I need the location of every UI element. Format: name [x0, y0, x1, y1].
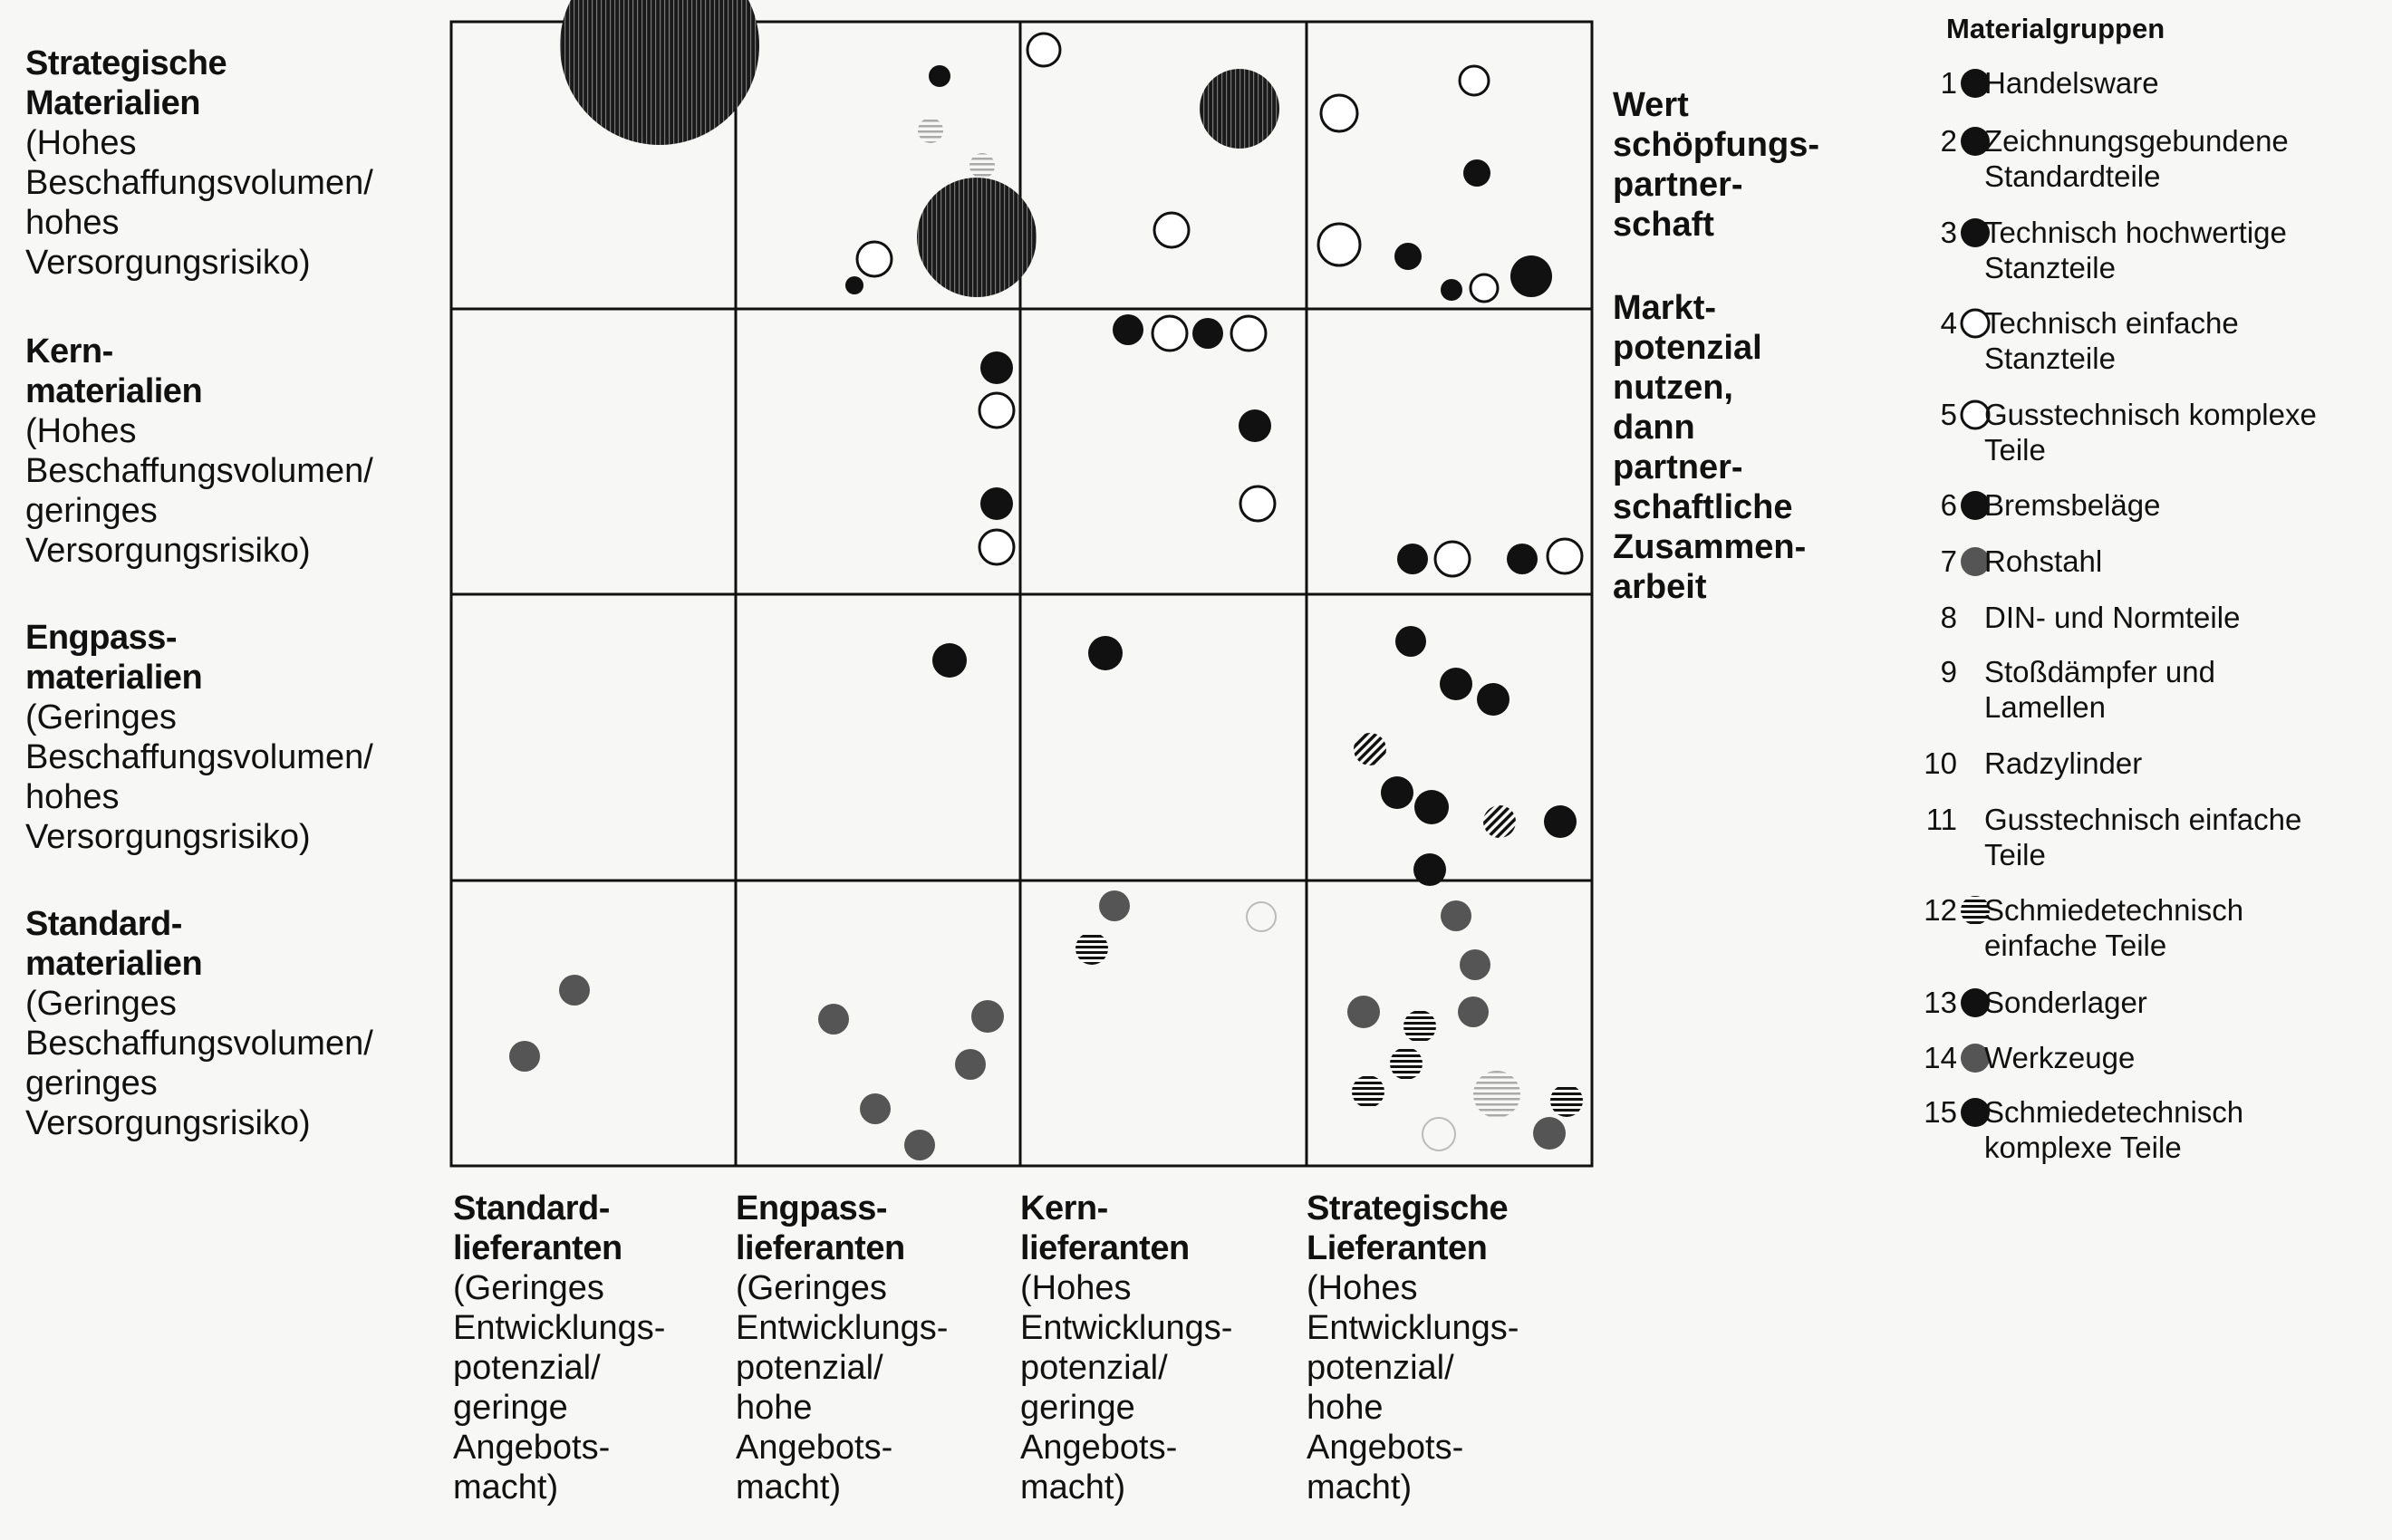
legend-item-number: 3 — [1940, 216, 1957, 249]
material-bubble — [1354, 733, 1386, 765]
material-bubble — [860, 1093, 891, 1124]
col-label-bottleneck-suppliers: Engpass- lieferanten (Geringes Entwicklungs- potenzial/ hohe Angebots- macht) — [736, 1189, 949, 1506]
legend-item-label: Rohstahl — [1984, 544, 2103, 578]
material-bubble — [979, 393, 1014, 428]
legend-item-label: Radzylinder — [1984, 746, 2143, 780]
legend-item-label: DIN- und Normteile — [1984, 601, 2241, 634]
material-bubble — [1027, 34, 1060, 66]
col-label-standard-suppliers: Standard- lieferanten (Geringes Entwicklungs- potenzial/ geringe Angebots- macht) — [453, 1189, 666, 1506]
material-bubble — [1435, 542, 1470, 576]
legend-item-number: 11 — [1925, 803, 1957, 836]
legend-item-number: 8 — [1940, 601, 1957, 634]
right-label-market-potential: Markt- potenzial nutzen, dann partner- schaftliche Zusammen- arbeit — [1613, 289, 1807, 606]
material-bubble — [917, 178, 1037, 297]
material-bubble — [1321, 95, 1357, 131]
material-bubble — [1413, 853, 1446, 886]
material-bubble — [980, 351, 1013, 384]
legend-item — [1894, 654, 2392, 727]
material-bubble — [559, 975, 590, 1006]
material-bubble — [857, 242, 892, 276]
material-bubble — [1239, 409, 1271, 442]
material-bubbles — [509, 0, 1583, 1160]
material-bubble — [1240, 486, 1275, 521]
material-bubble — [1381, 776, 1413, 809]
row-label-core-materials: Kern- materialien (Hohes Beschaffungsvolumen/ geringes Versorgungsrisiko) — [25, 332, 373, 570]
material-bubble — [1463, 159, 1490, 187]
legend-item-number: 9 — [1940, 655, 1957, 688]
legend-item-number: 1 — [1940, 66, 1957, 100]
legend-title: Materialgruppen — [1946, 13, 2165, 44]
legend-item-label: Schmiedetechnisch komplexe Teile — [1984, 1095, 2244, 1164]
material-bubble — [1099, 890, 1130, 921]
material-bubble — [560, 0, 759, 145]
material-bubble — [1458, 996, 1489, 1027]
legend-item-label: Sonderlager — [1984, 986, 2147, 1019]
material-bubble — [1507, 544, 1538, 574]
legend-item-label: Gusstechnisch einfache Teile — [1984, 803, 2302, 871]
legend-item-number: 14 — [1924, 1041, 1957, 1074]
legend-item — [1894, 123, 2392, 196]
material-bubble — [1231, 316, 1266, 351]
legend-item — [1894, 215, 2392, 287]
material-bubble — [1318, 224, 1360, 265]
material-bubble — [1544, 805, 1577, 838]
material-bubble — [1441, 900, 1471, 931]
material-bubble — [1247, 902, 1276, 931]
legend-item-number: 15 — [1924, 1095, 1957, 1129]
material-bubble — [509, 1041, 540, 1072]
legend-item-number: 6 — [1940, 488, 1957, 522]
matrix-grid — [451, 22, 1592, 1166]
material-bubble — [1441, 279, 1462, 301]
legend-item-number: 13 — [1924, 986, 1957, 1019]
legend-item-label: Bremsbeläge — [1984, 488, 2161, 522]
material-bubble — [979, 530, 1014, 564]
material-bubble — [918, 118, 943, 143]
material-bubble — [1460, 66, 1489, 95]
col-label-strategic-suppliers: Strategische Lieferanten (Hohes Entwicklungs- potenzial/ hohe Angebots- macht) — [1307, 1189, 1519, 1506]
legend-item-label: Technisch einfache Stanzteile — [1984, 306, 2239, 375]
material-bubble — [1075, 932, 1108, 965]
legend-item-number: 2 — [1940, 124, 1957, 158]
legend-item-label: Schmiedetechnisch einfache Teile — [1984, 893, 2244, 962]
material-bubble — [1397, 544, 1428, 574]
row-label-bottleneck-materials: Engpass- materialien (Geringes Beschaffungsvolumen/ hohes Versorgungsrisiko) — [25, 619, 373, 856]
material-bubble — [1088, 636, 1123, 670]
right-label-value-partnership: Wert schöpfungs- partner- schaft — [1613, 86, 1819, 244]
material-bubble — [929, 65, 950, 87]
material-bubble — [1403, 1010, 1436, 1043]
material-bubble — [969, 153, 995, 178]
material-bubble — [1414, 790, 1449, 824]
material-bubble — [1153, 316, 1187, 351]
material-bubble — [1471, 274, 1498, 302]
material-bubble — [1113, 314, 1143, 345]
material-bubble — [1533, 1117, 1566, 1150]
legend-item-label: Gusstechnisch komplexe Teile — [1984, 398, 2317, 467]
material-bubble — [1477, 683, 1509, 716]
legend-item-label: Werkzeuge — [1984, 1041, 2136, 1074]
legend-item-number: 4 — [1940, 306, 1957, 340]
material-bubble — [1347, 996, 1380, 1028]
legend-item-label: Technisch hochwertige Stanzteile — [1984, 216, 2287, 284]
legend-item — [1894, 305, 2392, 378]
legend-item-label: Zeichnungsgebundene Standardteile — [1984, 124, 2289, 193]
material-bubble — [955, 1049, 986, 1080]
legend-item-label: Handelsware — [1984, 66, 2159, 100]
material-bubble — [1395, 626, 1426, 657]
material-bubble — [971, 1000, 1004, 1033]
col-label-core-suppliers: Kern- lieferanten (Hohes Entwicklungs- potenzial/ geringe Angebots- macht) — [1020, 1189, 1233, 1506]
material-bubble — [980, 487, 1013, 520]
legend-item — [1894, 1094, 2392, 1167]
material-bubble — [1550, 1084, 1583, 1117]
legend-item-number: 5 — [1940, 398, 1957, 431]
legend-item — [1894, 892, 2392, 965]
legend-item — [1894, 397, 2392, 469]
material-bubble — [1192, 318, 1223, 349]
material-bubble — [1473, 1071, 1520, 1118]
material-bubble — [1390, 1047, 1423, 1080]
material-bubble — [932, 643, 967, 678]
material-bubble — [1460, 949, 1490, 980]
material-bubble — [845, 276, 863, 294]
legend-item-number: 12 — [1924, 893, 1957, 927]
legend-item-number: 7 — [1940, 544, 1957, 578]
material-bubble — [1352, 1075, 1384, 1108]
legend-item — [1894, 802, 2392, 874]
legend-item-label: Stoßdämpfer und Lamellen — [1984, 655, 2215, 724]
material-bubble — [818, 1004, 849, 1035]
legend-item-number: 10 — [1924, 746, 1957, 780]
material-bubble — [1423, 1118, 1455, 1150]
row-label-strategic-materials: Strategische Materialien (Hohes Beschaffungsvolumen/ hohes Versorgungsrisiko) — [25, 44, 373, 282]
row-label-standard-materials: Standard- materialien (Geringes Beschaffungsvolumen/ geringes Versorgungsrisiko) — [25, 905, 373, 1142]
material-bubble — [1548, 539, 1582, 573]
material-bubble — [1483, 805, 1516, 838]
material-bubble — [1440, 668, 1472, 700]
material-bubble — [1200, 69, 1279, 149]
material-bubble — [904, 1130, 935, 1160]
material-bubble — [1510, 255, 1552, 297]
material-bubble — [1394, 243, 1422, 270]
material-bubble — [1154, 213, 1189, 247]
